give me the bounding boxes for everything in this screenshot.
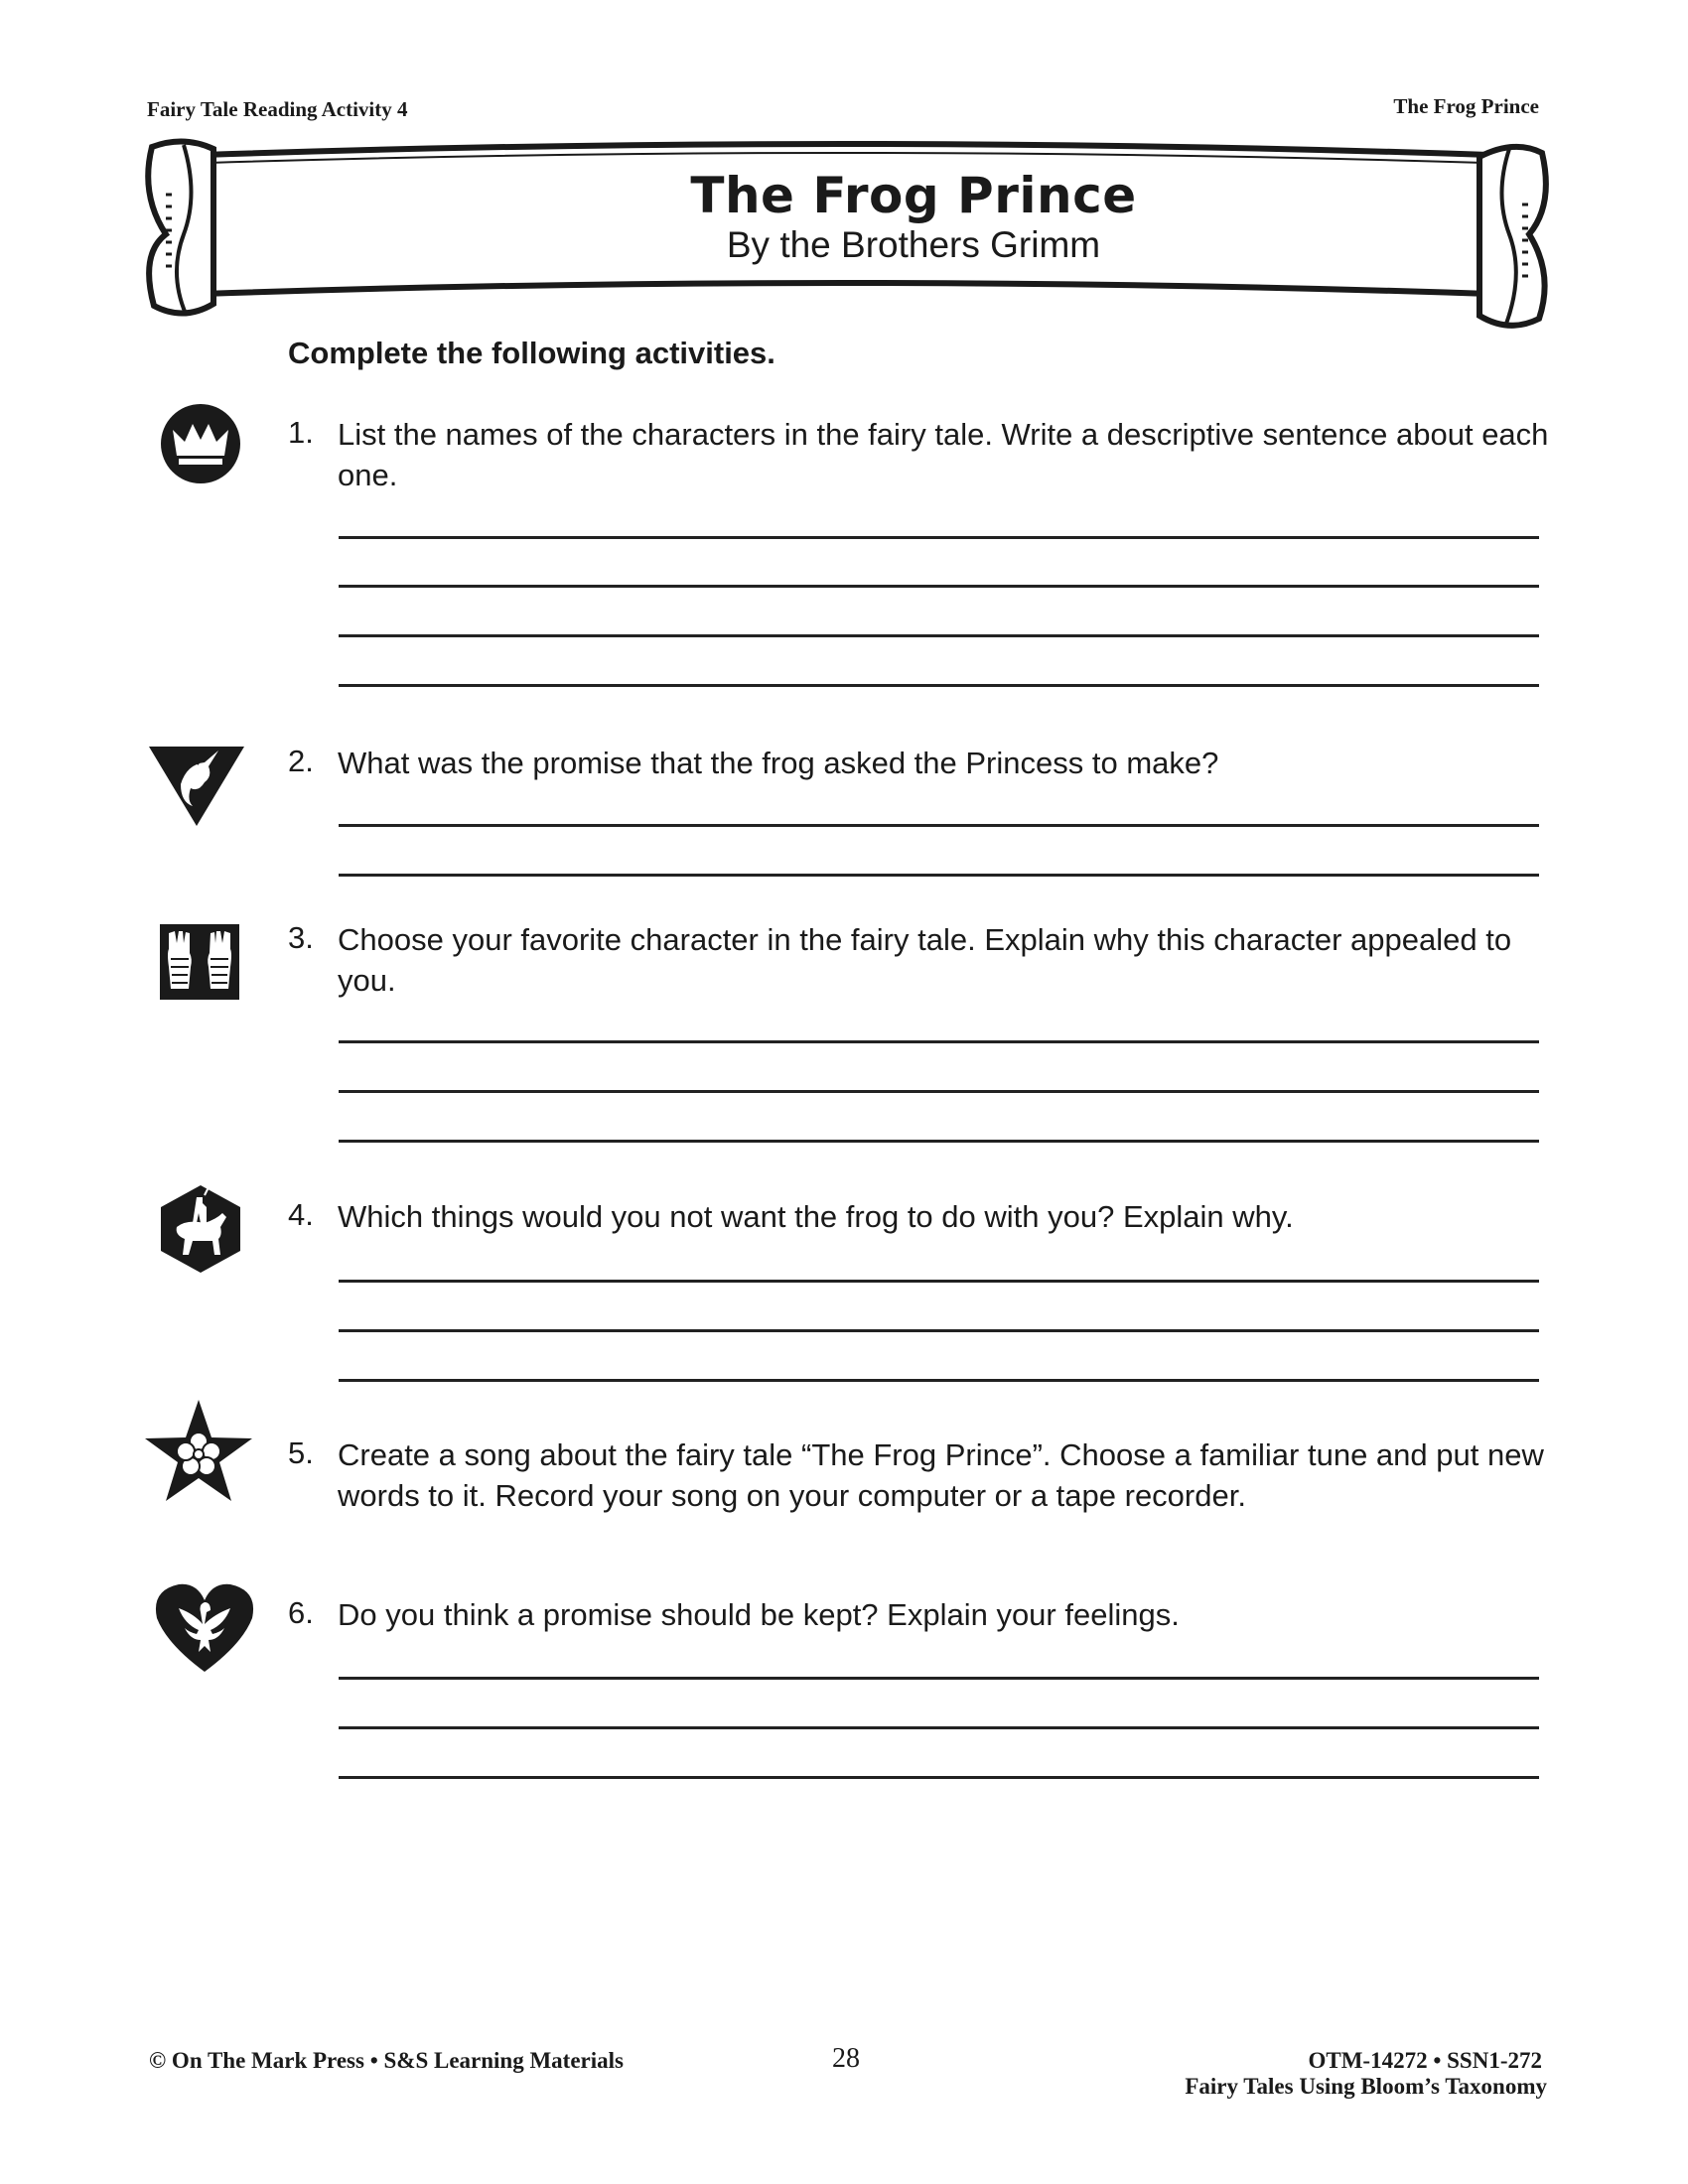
eagle-heart-icon	[153, 1580, 256, 1676]
answer-line[interactable]	[339, 1726, 1539, 1729]
knight-hexagon-icon	[157, 1183, 244, 1275]
question-text: Choose your favorite character in the fairy tale. Explain why this character appealed to you.	[338, 922, 1512, 998]
answer-line[interactable]	[339, 1776, 1539, 1779]
worksheet-title: The Frog Prince	[690, 167, 1137, 224]
question-text: List the names of the characters in the fairy tale. Write a descriptive sentence about each one.	[338, 417, 1549, 492]
question-number: 5.	[288, 1435, 314, 1470]
answer-line[interactable]	[339, 536, 1539, 539]
crown-icon	[159, 402, 242, 485]
footer-catalog-code: OTM-14272 • SSN1-272	[1308, 2048, 1542, 2073]
question-number: 4.	[288, 1197, 314, 1232]
question-number: 1.	[288, 415, 314, 450]
flower-star-icon	[143, 1398, 254, 1505]
question-text: Do you think a promise should be kept? Explain your feelings.	[338, 1597, 1180, 1632]
running-header-right: The Frog Prince	[1393, 94, 1539, 118]
answer-line[interactable]	[339, 1090, 1539, 1093]
unicorn-shield-icon	[147, 745, 246, 828]
answer-line[interactable]	[339, 1280, 1539, 1283]
answer-line[interactable]	[339, 1040, 1539, 1043]
question-text: Which things would you not want the frog to do with you? Explain why.	[338, 1199, 1294, 1234]
gauntlets-icon	[159, 923, 240, 1001]
answer-line[interactable]	[339, 824, 1539, 827]
answer-line[interactable]	[339, 585, 1539, 588]
question-number: 3.	[288, 920, 314, 955]
answer-line[interactable]	[339, 684, 1539, 687]
answer-line[interactable]	[339, 874, 1539, 877]
question-number: 6.	[288, 1595, 314, 1630]
question-text: Create a song about the fairy tale “The Frog Prince”. Choose a familiar tune and put new words to it. Record your song on your computer or a tape recorder.	[338, 1437, 1544, 1513]
instructions-heading: Complete the following activities.	[288, 336, 775, 370]
answer-line[interactable]	[339, 1677, 1539, 1680]
answer-line[interactable]	[339, 1140, 1539, 1143]
answer-line[interactable]	[339, 634, 1539, 637]
question-text: What was the promise that the frog asked the Princess to make?	[338, 746, 1219, 780]
question-number: 2.	[288, 744, 314, 778]
answer-line[interactable]	[339, 1379, 1539, 1382]
footer-publisher: © On The Mark Press • S&S Learning Materials	[149, 2048, 624, 2073]
answer-line[interactable]	[339, 1329, 1539, 1332]
footer-book-title: Fairy Tales Using Bloom’s Taxonomy	[1185, 2074, 1547, 2099]
page-number: 28	[832, 2043, 860, 2074]
worksheet-subtitle: By the Brothers Grimm	[726, 224, 1101, 265]
running-header-left: Fairy Tale Reading Activity 4	[147, 97, 408, 121]
